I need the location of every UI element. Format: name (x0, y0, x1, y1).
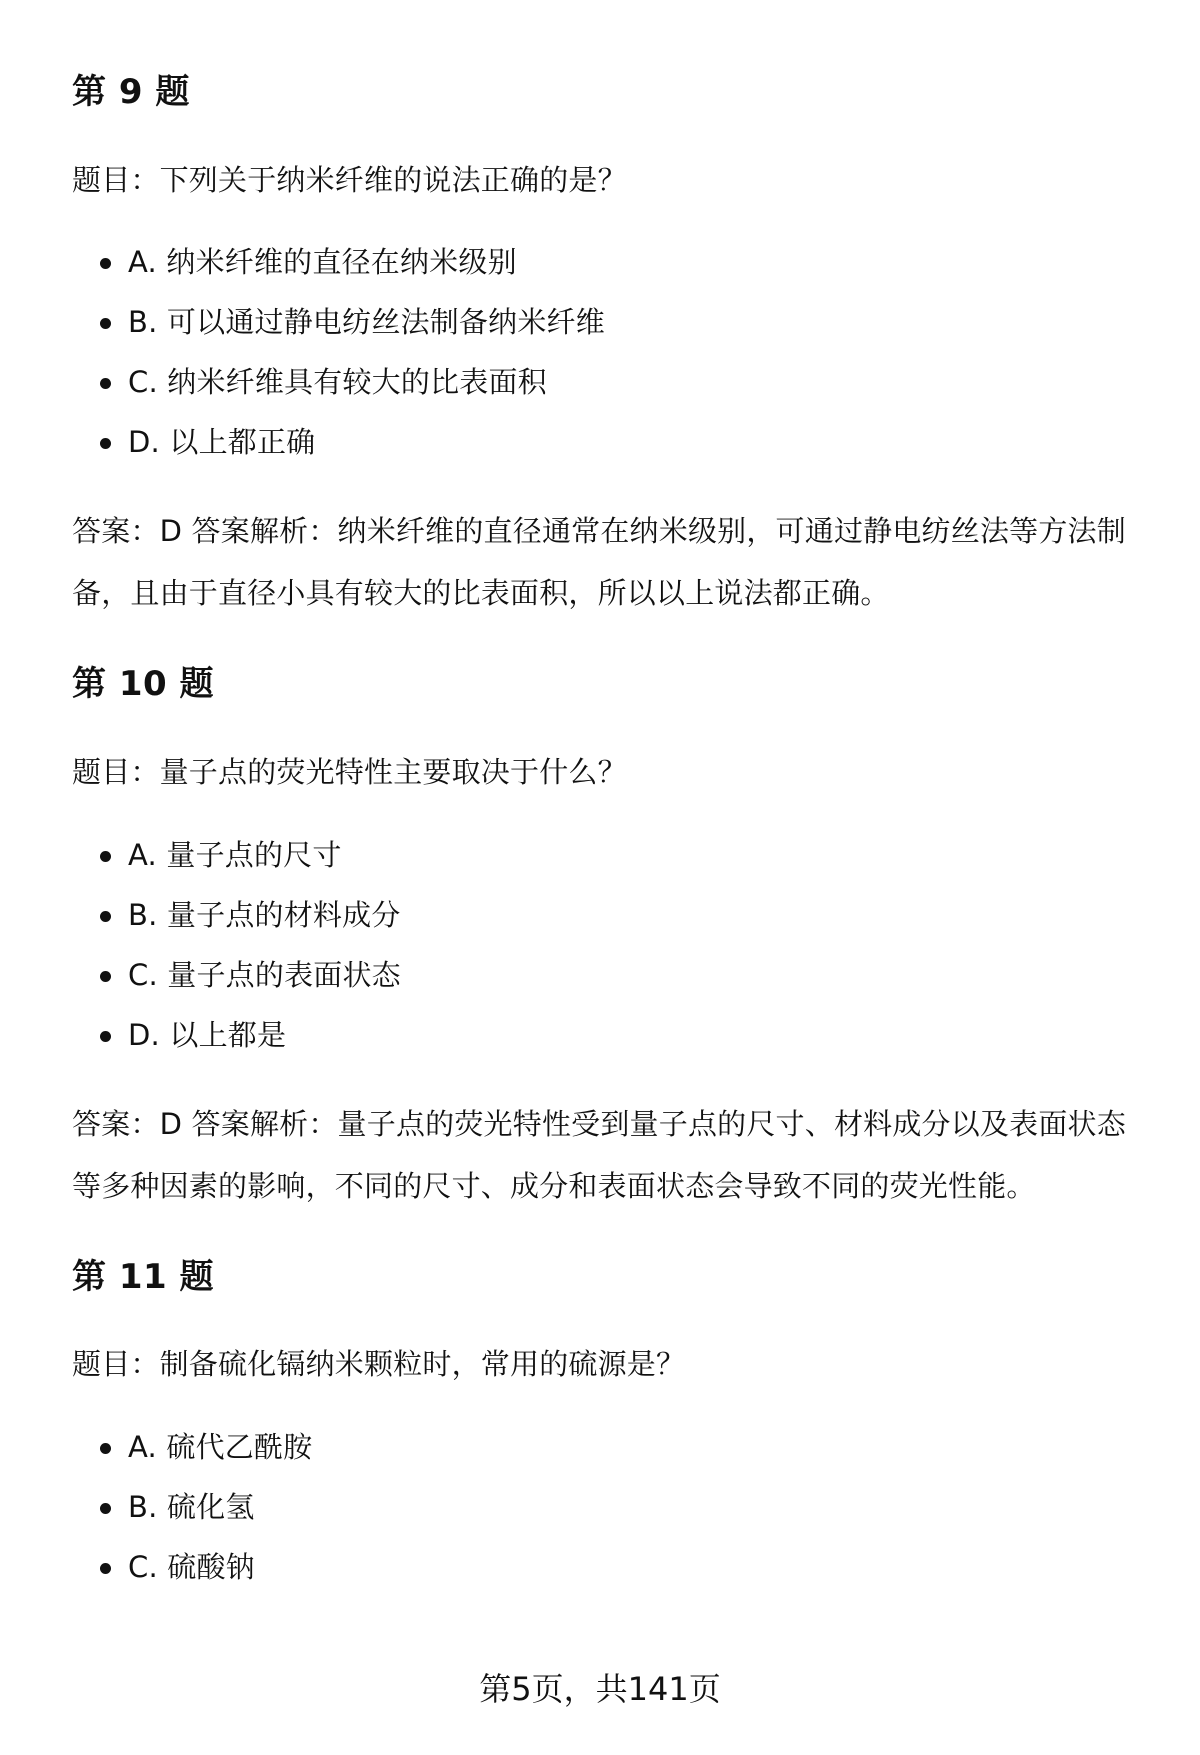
option-text: B. 量子点的材料成分 (128, 897, 401, 932)
option-text: D. 以上都是 (128, 1017, 287, 1052)
option-a (72, 825, 1140, 885)
option-list (72, 232, 1140, 472)
option-text: A. 量子点的尺寸 (128, 837, 342, 872)
answer-explanation: 答案：D 答案解析：纳米纤维的直径通常在纳米级别，可通过静电纺丝法等方法制备，且由于直径小具有较大的比表面积，所以以上说法都正确。 (72, 514, 1126, 611)
option-text: A. 硫代乙酰胺 (128, 1429, 313, 1464)
questions-container (72, 72, 1140, 1637)
option-text: D. 以上都正确 (128, 425, 316, 460)
option-a (72, 1417, 1140, 1477)
option-c (72, 945, 1140, 1005)
answer-explanation: 答案：D 答案解析：量子点的荧光特性受到量子点的尺寸、材料成分以及表面状态等多种因素的影响，不同的尺寸、成分和表面状态会导致不同的荧光性能。 (72, 1106, 1126, 1203)
question-heading: 第 9 题 (72, 72, 190, 112)
option-text: A. 纳米纤维的直径在纳米级别 (128, 245, 517, 280)
question-9 (72, 72, 1140, 624)
bullet-icon (100, 1443, 111, 1454)
bullet-icon (100, 258, 111, 269)
option-d (72, 1005, 1140, 1065)
bullet-icon (100, 911, 111, 922)
option-c (72, 1537, 1140, 1597)
bullet-icon (100, 971, 111, 982)
option-text: C. 纳米纤维具有较大的比表面积 (128, 365, 547, 400)
bullet-icon (100, 378, 111, 389)
bullet-icon (100, 1503, 111, 1514)
option-text: B. 可以通过静电纺丝法制备纳米纤维 (128, 305, 605, 340)
option-text: B. 硫化氢 (128, 1489, 255, 1524)
option-list (72, 825, 1140, 1065)
option-text: C. 量子点的表面状态 (128, 957, 401, 992)
bullet-icon (100, 438, 111, 449)
option-text: C. 硫酸钠 (128, 1549, 255, 1584)
option-list (72, 1417, 1140, 1597)
option-a (72, 232, 1140, 292)
bullet-icon (100, 1563, 111, 1574)
option-d (72, 412, 1140, 472)
option-b (72, 885, 1140, 945)
bullet-icon (100, 851, 111, 862)
option-b (72, 1477, 1140, 1537)
option-c (72, 352, 1140, 412)
bullet-icon (100, 1031, 111, 1042)
bullet-icon (100, 318, 111, 329)
question-stem: 题目：量子点的荧光特性主要取决于什么？ (72, 755, 627, 790)
question-stem: 题目：下列关于纳米纤维的说法正确的是？ (72, 162, 627, 197)
question-heading: 第 10 题 (72, 664, 214, 705)
option-b (72, 292, 1140, 352)
page-footer: 第5页，共141页 (479, 1670, 721, 1708)
question-heading: 第 11 题 (72, 1256, 214, 1297)
question-stem: 题目：制备硫化镉纳米颗粒时，常用的硫源是？ (72, 1347, 686, 1382)
question-10 (72, 664, 1140, 1216)
question-11 (72, 1257, 1140, 1597)
